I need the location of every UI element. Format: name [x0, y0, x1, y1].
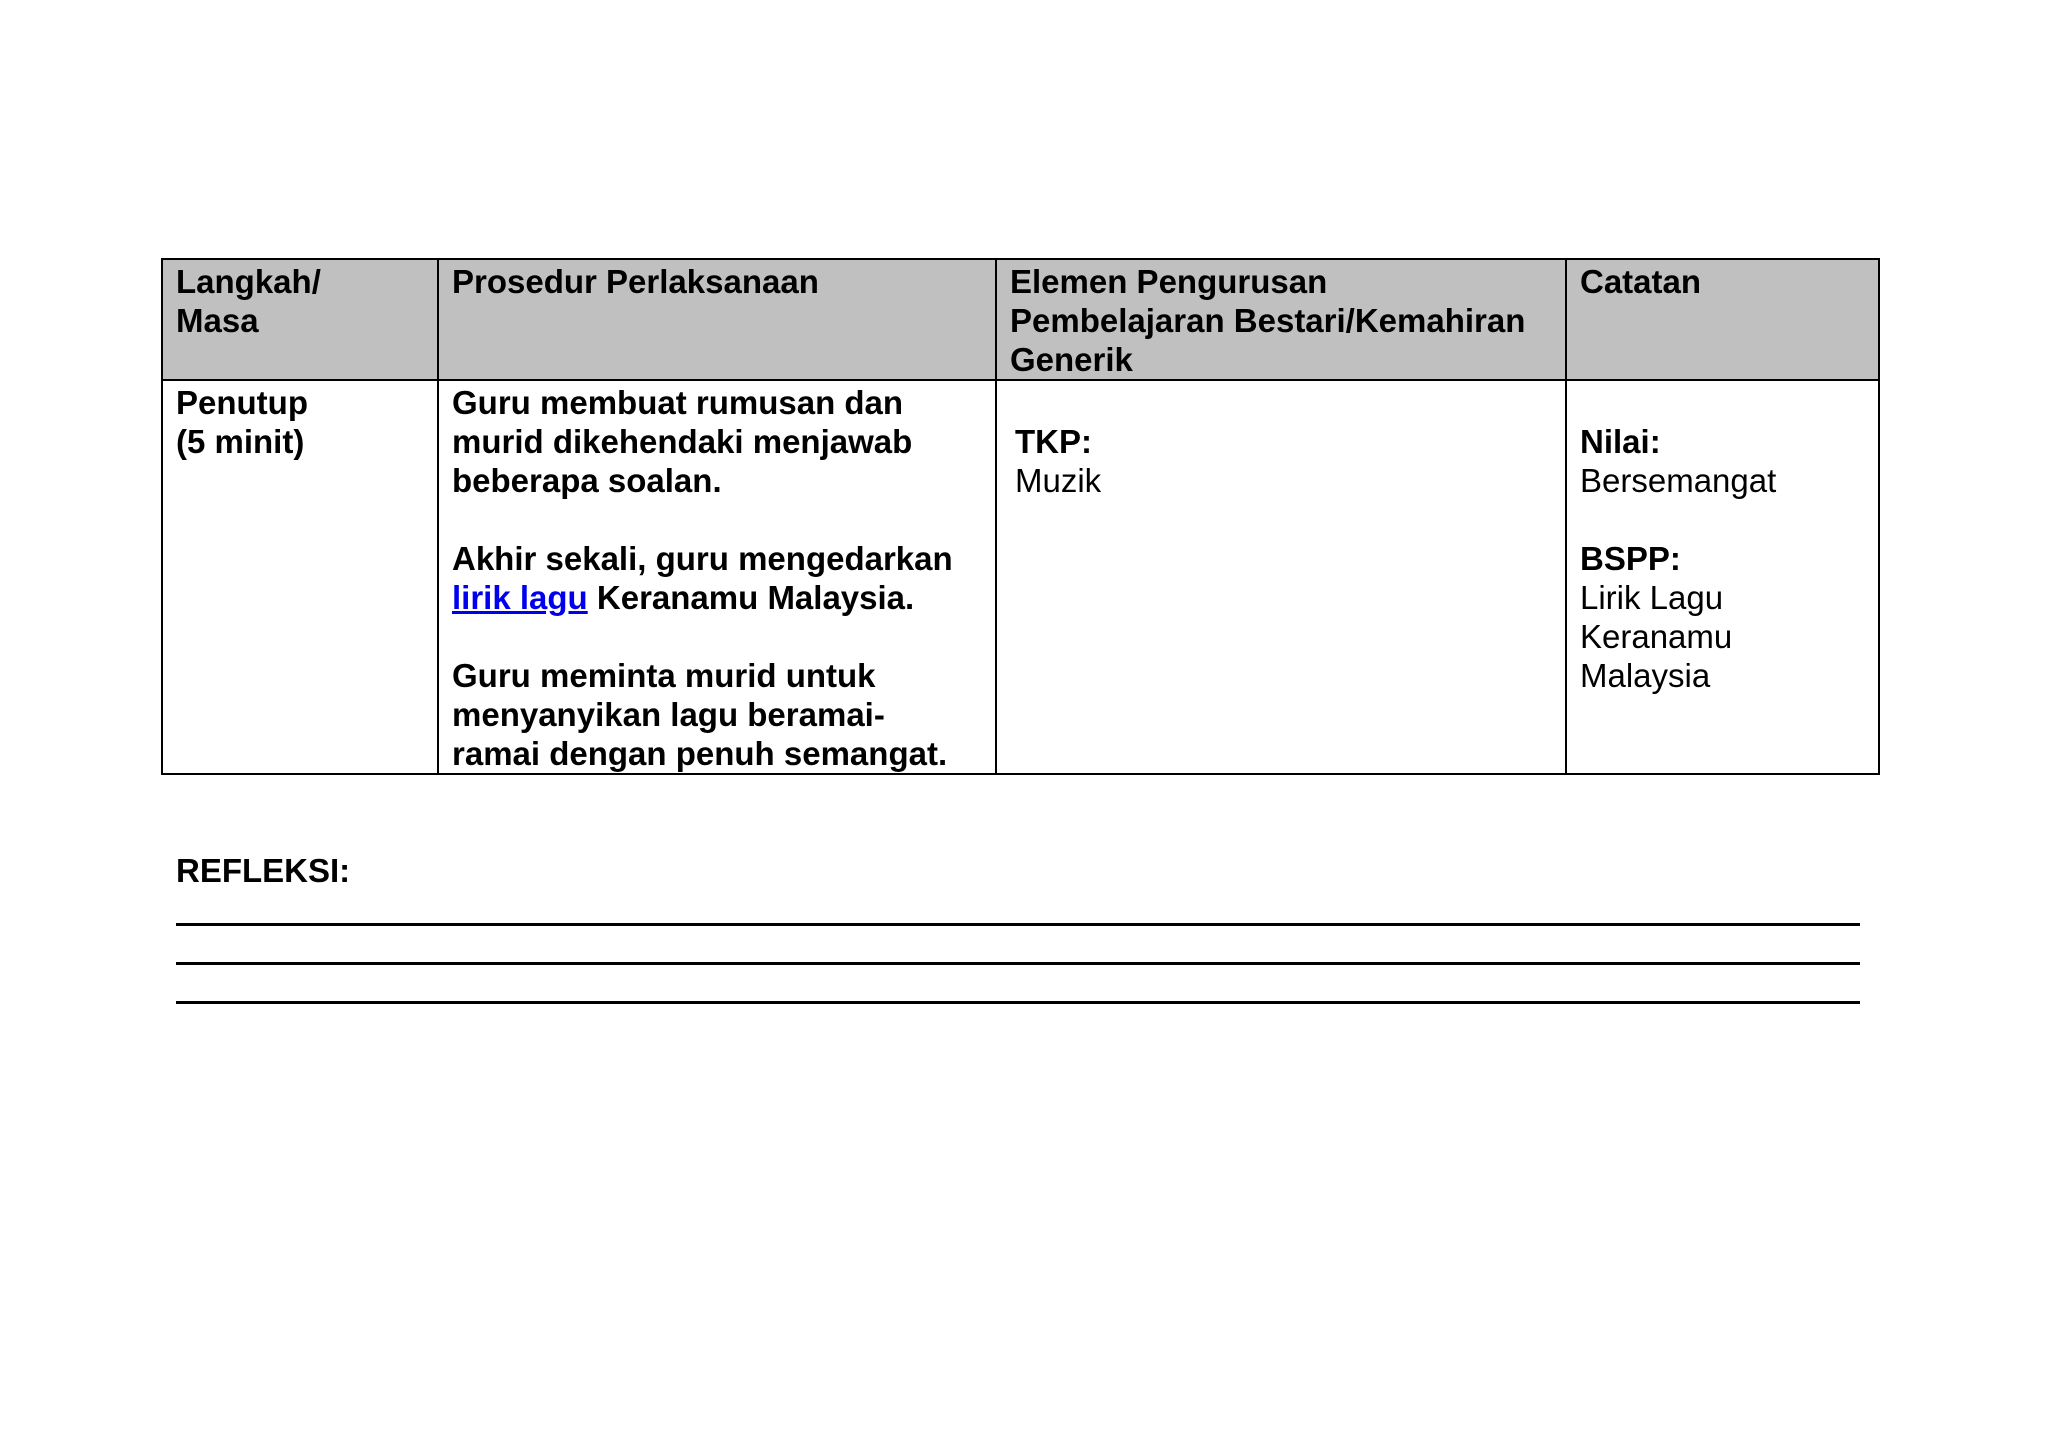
nilai-value: Bersemangat: [1580, 462, 1777, 499]
tkp-label: TKP:: [1015, 423, 1092, 460]
notes-cell: Nilai: Bersemangat BSPP: Lirik Lagu Keranamu Malaysia: [1566, 380, 1879, 774]
reflection-line: [176, 923, 1860, 926]
header-prosedur: Prosedur Perlaksanaan: [438, 259, 996, 380]
nilai-label: Nilai:: [1580, 423, 1661, 460]
header-catatan: Catatan: [1566, 259, 1879, 380]
refleksi-heading: REFLEKSI:: [176, 852, 351, 889]
lesson-plan-table: [161, 258, 1880, 775]
header-langkah-masa: Langkah/ Masa: [162, 259, 438, 380]
table-header-row: [162, 259, 1879, 380]
elements-cell: [996, 380, 1566, 774]
lirik-lagu-link[interactable]: lirik lagu: [452, 579, 588, 616]
reflection-line: [176, 1001, 1860, 1004]
step-cell: Penutup (5 minit): [162, 380, 438, 774]
table-row: [162, 380, 1879, 774]
header-elemen: Elemen Pengurusan Pembelajaran Bestari/Kemahiran Generik: [996, 259, 1566, 380]
reflection-line: [176, 962, 1860, 965]
tkp-value: Muzik: [1015, 462, 1102, 499]
procedure-cell: Guru membuat rumusan dan murid dikehendaki menjawab beberapa soalan. Akhir sekali, guru mengedarkan lirik lagu Keranamu Malaysia. Guru meminta murid untuk menyanyikan lagu beramai- ramai dengan penuh semangat.: [438, 380, 996, 774]
bspp-label: BSPP:: [1580, 540, 1681, 577]
